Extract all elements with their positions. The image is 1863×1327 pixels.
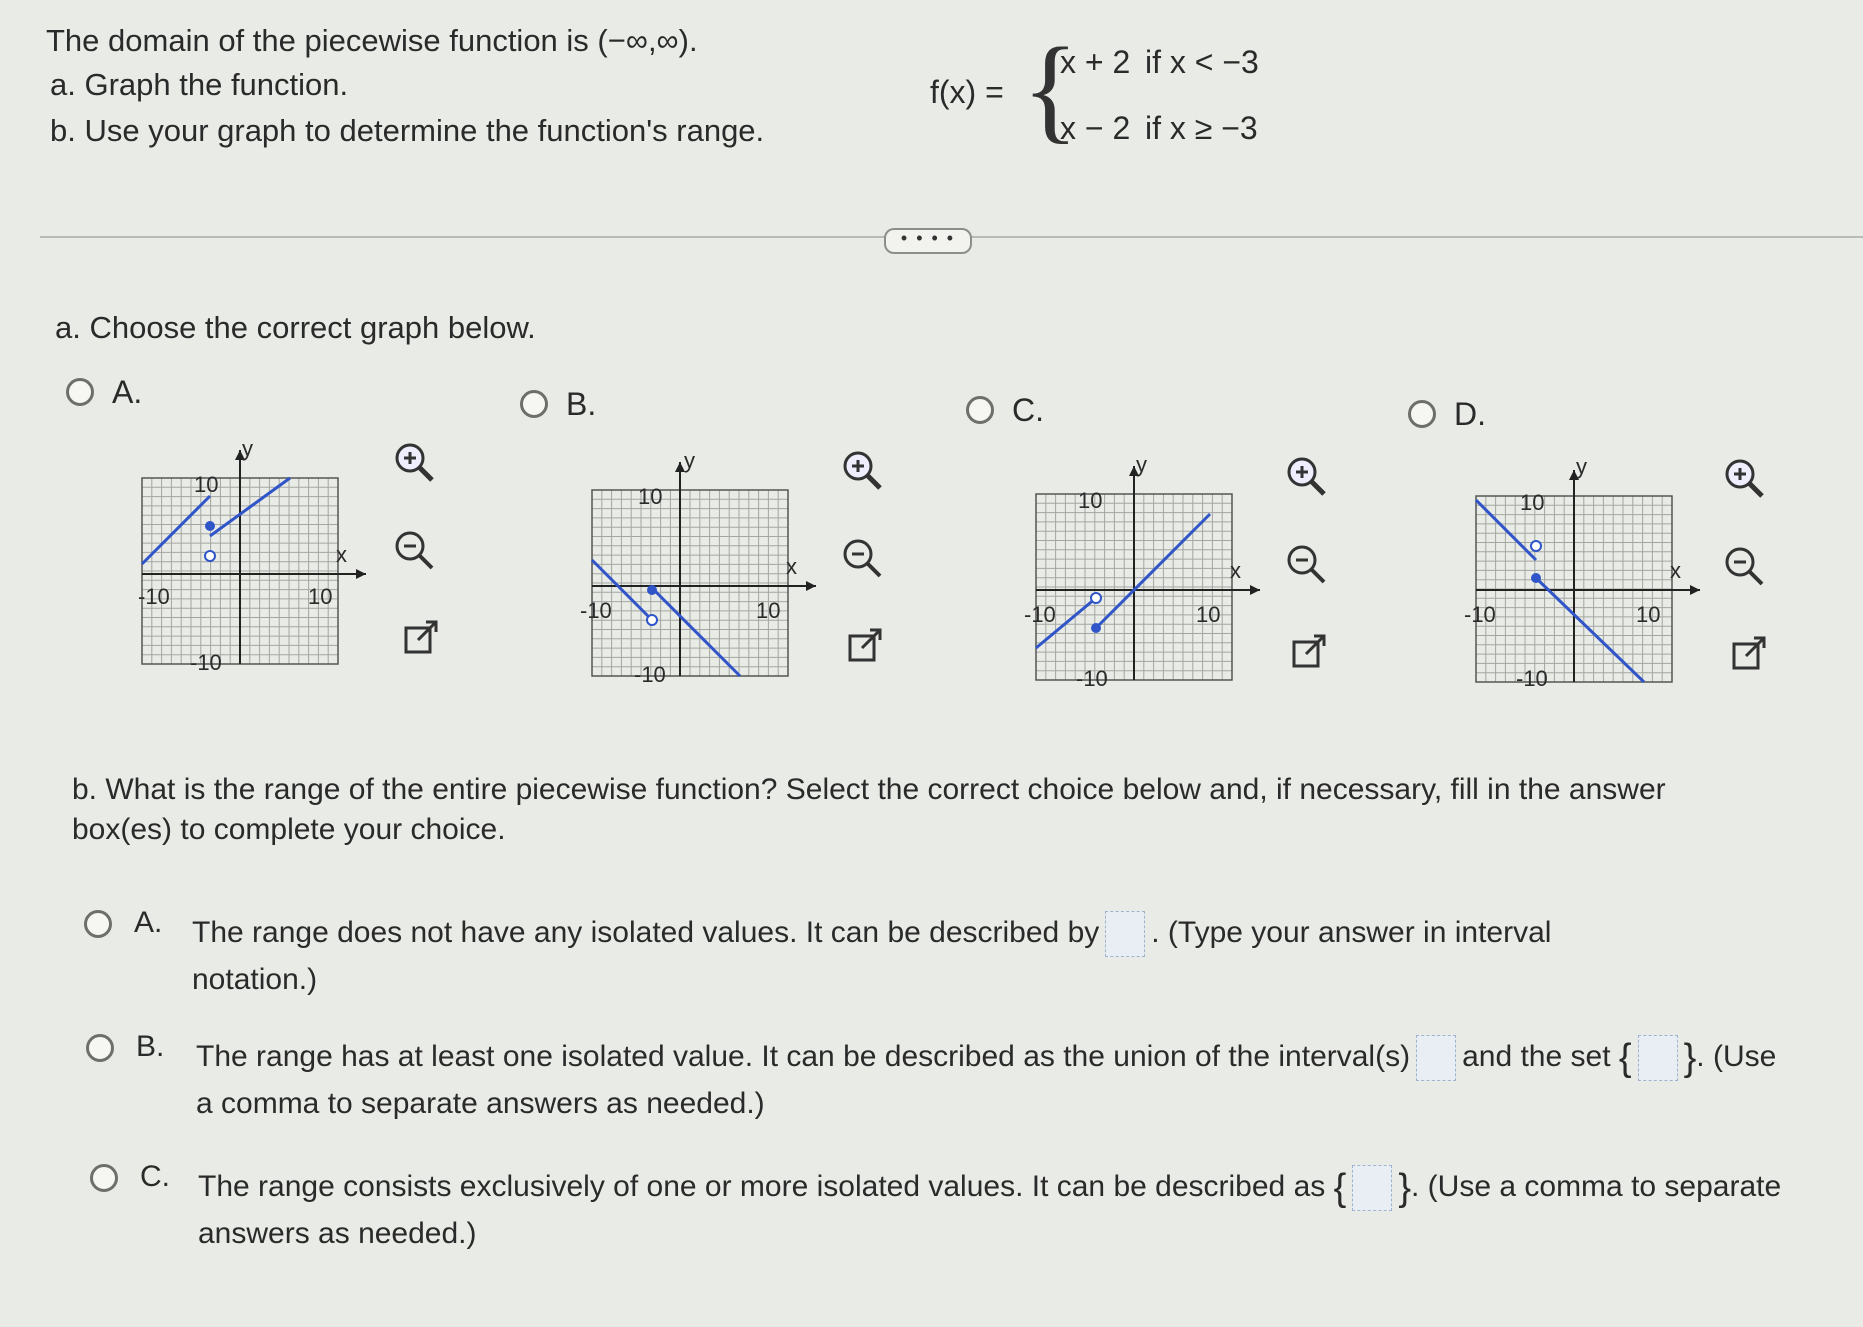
y-axis-label: y bbox=[684, 448, 695, 473]
y-tick-neg: -10 bbox=[190, 650, 222, 675]
choice-b-text-before: The range has at least one isolated value. It can be described as the union of the interval(s) bbox=[196, 1040, 1411, 1073]
right-brace-icon: } bbox=[1398, 1167, 1412, 1210]
function-brace: { bbox=[1022, 23, 1079, 154]
open-new-window-icon[interactable] bbox=[1726, 632, 1774, 680]
choice-a-answer-box[interactable] bbox=[1105, 911, 1145, 957]
function-piece1-cond: if x < −3 bbox=[1145, 44, 1259, 80]
range-choice-b-label: B. bbox=[136, 1030, 165, 1063]
y-axis-label: y bbox=[1136, 452, 1147, 477]
left-brace-icon: { bbox=[1333, 1167, 1347, 1210]
choice-b-text-middle: and the set bbox=[1462, 1040, 1611, 1073]
range-choice-c-radio[interactable] bbox=[90, 1164, 118, 1192]
open-new-window-icon[interactable] bbox=[1286, 630, 1334, 678]
range-choice-c-text bbox=[198, 1164, 1798, 1257]
open-new-window-icon[interactable] bbox=[842, 624, 890, 672]
graph-option-c[interactable] bbox=[1024, 452, 1274, 697]
x-tick-pos: 10 bbox=[308, 584, 333, 609]
function-piece1-expr: x + 2 bbox=[1060, 44, 1131, 80]
show-more-button[interactable]: • • • • bbox=[884, 228, 972, 254]
y-tick-neg: -10 bbox=[634, 662, 666, 687]
graph-option-a-label: A. bbox=[112, 374, 143, 410]
choice-c-text-before: The range consists exclusively of one or more isolated values. It can be described as bbox=[198, 1170, 1326, 1203]
graph-option-b-label: B. bbox=[566, 386, 597, 422]
question-domain: The domain of the piecewise function is (−∞,∞). bbox=[46, 23, 698, 58]
zoom-in-icon[interactable] bbox=[838, 448, 886, 496]
x-tick-neg: -10 bbox=[138, 584, 170, 609]
function-piece2-expr: x − 2 bbox=[1060, 110, 1131, 146]
graph-option-b[interactable] bbox=[580, 448, 830, 693]
grid-lines bbox=[592, 490, 788, 676]
x-tick-neg: -10 bbox=[580, 598, 612, 623]
y-axis-label: y bbox=[1576, 454, 1587, 479]
choice-b-interval-box[interactable] bbox=[1416, 1035, 1456, 1081]
choice-c-set-box[interactable] bbox=[1352, 1165, 1392, 1211]
graph-option-c-radio[interactable] bbox=[966, 396, 994, 424]
x-axis-label: x bbox=[786, 554, 797, 579]
choice-b-set-box[interactable] bbox=[1638, 1035, 1678, 1081]
part-b-prompt: b. What is the range of the entire piecewise function? Select the correct choice below and, if necessary, fill in the answer box(es) to complete your choice. bbox=[72, 773, 1666, 846]
graph-option-c-label: C. bbox=[1012, 392, 1044, 428]
x-tick-pos: 10 bbox=[756, 598, 781, 623]
zoom-out-icon[interactable] bbox=[390, 528, 438, 576]
zoom-in-icon[interactable] bbox=[1282, 454, 1330, 502]
y-tick-pos: 10 bbox=[638, 484, 663, 509]
left-brace-icon: { bbox=[1618, 1037, 1632, 1080]
zoom-in-icon[interactable] bbox=[1720, 456, 1768, 504]
range-choice-b-text bbox=[196, 1034, 1796, 1127]
open-new-window-icon[interactable] bbox=[398, 616, 446, 664]
choice-b-text-after: . (Use a comma to separate answers as needed.) bbox=[196, 1040, 1777, 1121]
part-a-prompt: a. Choose the correct graph below. bbox=[55, 310, 536, 345]
y-tick-pos: 10 bbox=[194, 472, 219, 497]
zoom-out-icon[interactable] bbox=[1282, 542, 1330, 590]
choice-a-text-before: The range does not have any isolated values. It can be described by bbox=[192, 916, 1100, 949]
question-part-a: a. Graph the function. bbox=[50, 67, 349, 102]
graph-option-a[interactable] bbox=[130, 436, 380, 681]
right-brace-icon: } bbox=[1683, 1037, 1697, 1080]
function-piece2-cond: if x ≥ −3 bbox=[1145, 110, 1258, 146]
x-tick-pos: 10 bbox=[1636, 602, 1661, 627]
graph-option-d[interactable] bbox=[1464, 454, 1714, 705]
range-choice-a-label: A. bbox=[134, 906, 163, 939]
zoom-out-icon[interactable] bbox=[838, 536, 886, 584]
x-axis-label: x bbox=[336, 542, 347, 567]
choice-c-text-after: . (Use a comma to separate answers as needed.) bbox=[198, 1170, 1782, 1251]
x-tick-neg: -10 bbox=[1464, 602, 1496, 627]
closed-dot bbox=[205, 521, 215, 531]
open-dot bbox=[205, 551, 215, 561]
range-choice-a-radio[interactable] bbox=[84, 910, 112, 938]
choice-a-text-after: . (Type your answer in interval notation.) bbox=[192, 916, 1552, 997]
range-choice-b-radio[interactable] bbox=[86, 1034, 114, 1062]
y-tick-pos: 10 bbox=[1520, 490, 1545, 515]
graph-option-d-radio[interactable] bbox=[1408, 400, 1436, 428]
x-tick-neg: -10 bbox=[1024, 602, 1056, 627]
zoom-out-icon[interactable] bbox=[1720, 544, 1768, 592]
graph-option-b-radio[interactable] bbox=[520, 390, 548, 418]
function-name: f(x) = bbox=[930, 74, 1004, 110]
y-tick-neg: -10 bbox=[1076, 666, 1108, 691]
x-axis-label: x bbox=[1230, 558, 1241, 583]
zoom-in-icon[interactable] bbox=[390, 440, 438, 488]
graph-option-a-radio[interactable] bbox=[66, 378, 94, 406]
y-tick-neg: -10 bbox=[1516, 666, 1548, 691]
range-choice-a-text bbox=[192, 910, 1612, 1003]
x-axis-label: x bbox=[1670, 558, 1681, 583]
range-choice-c-label: C. bbox=[140, 1160, 170, 1193]
question-part-b: b. Use your graph to determine the function's range. bbox=[50, 113, 765, 148]
graph-option-d-label: D. bbox=[1454, 396, 1486, 432]
y-tick-pos: 10 bbox=[1078, 488, 1103, 513]
x-tick-pos: 10 bbox=[1196, 602, 1221, 627]
y-axis-label: y bbox=[242, 436, 253, 461]
